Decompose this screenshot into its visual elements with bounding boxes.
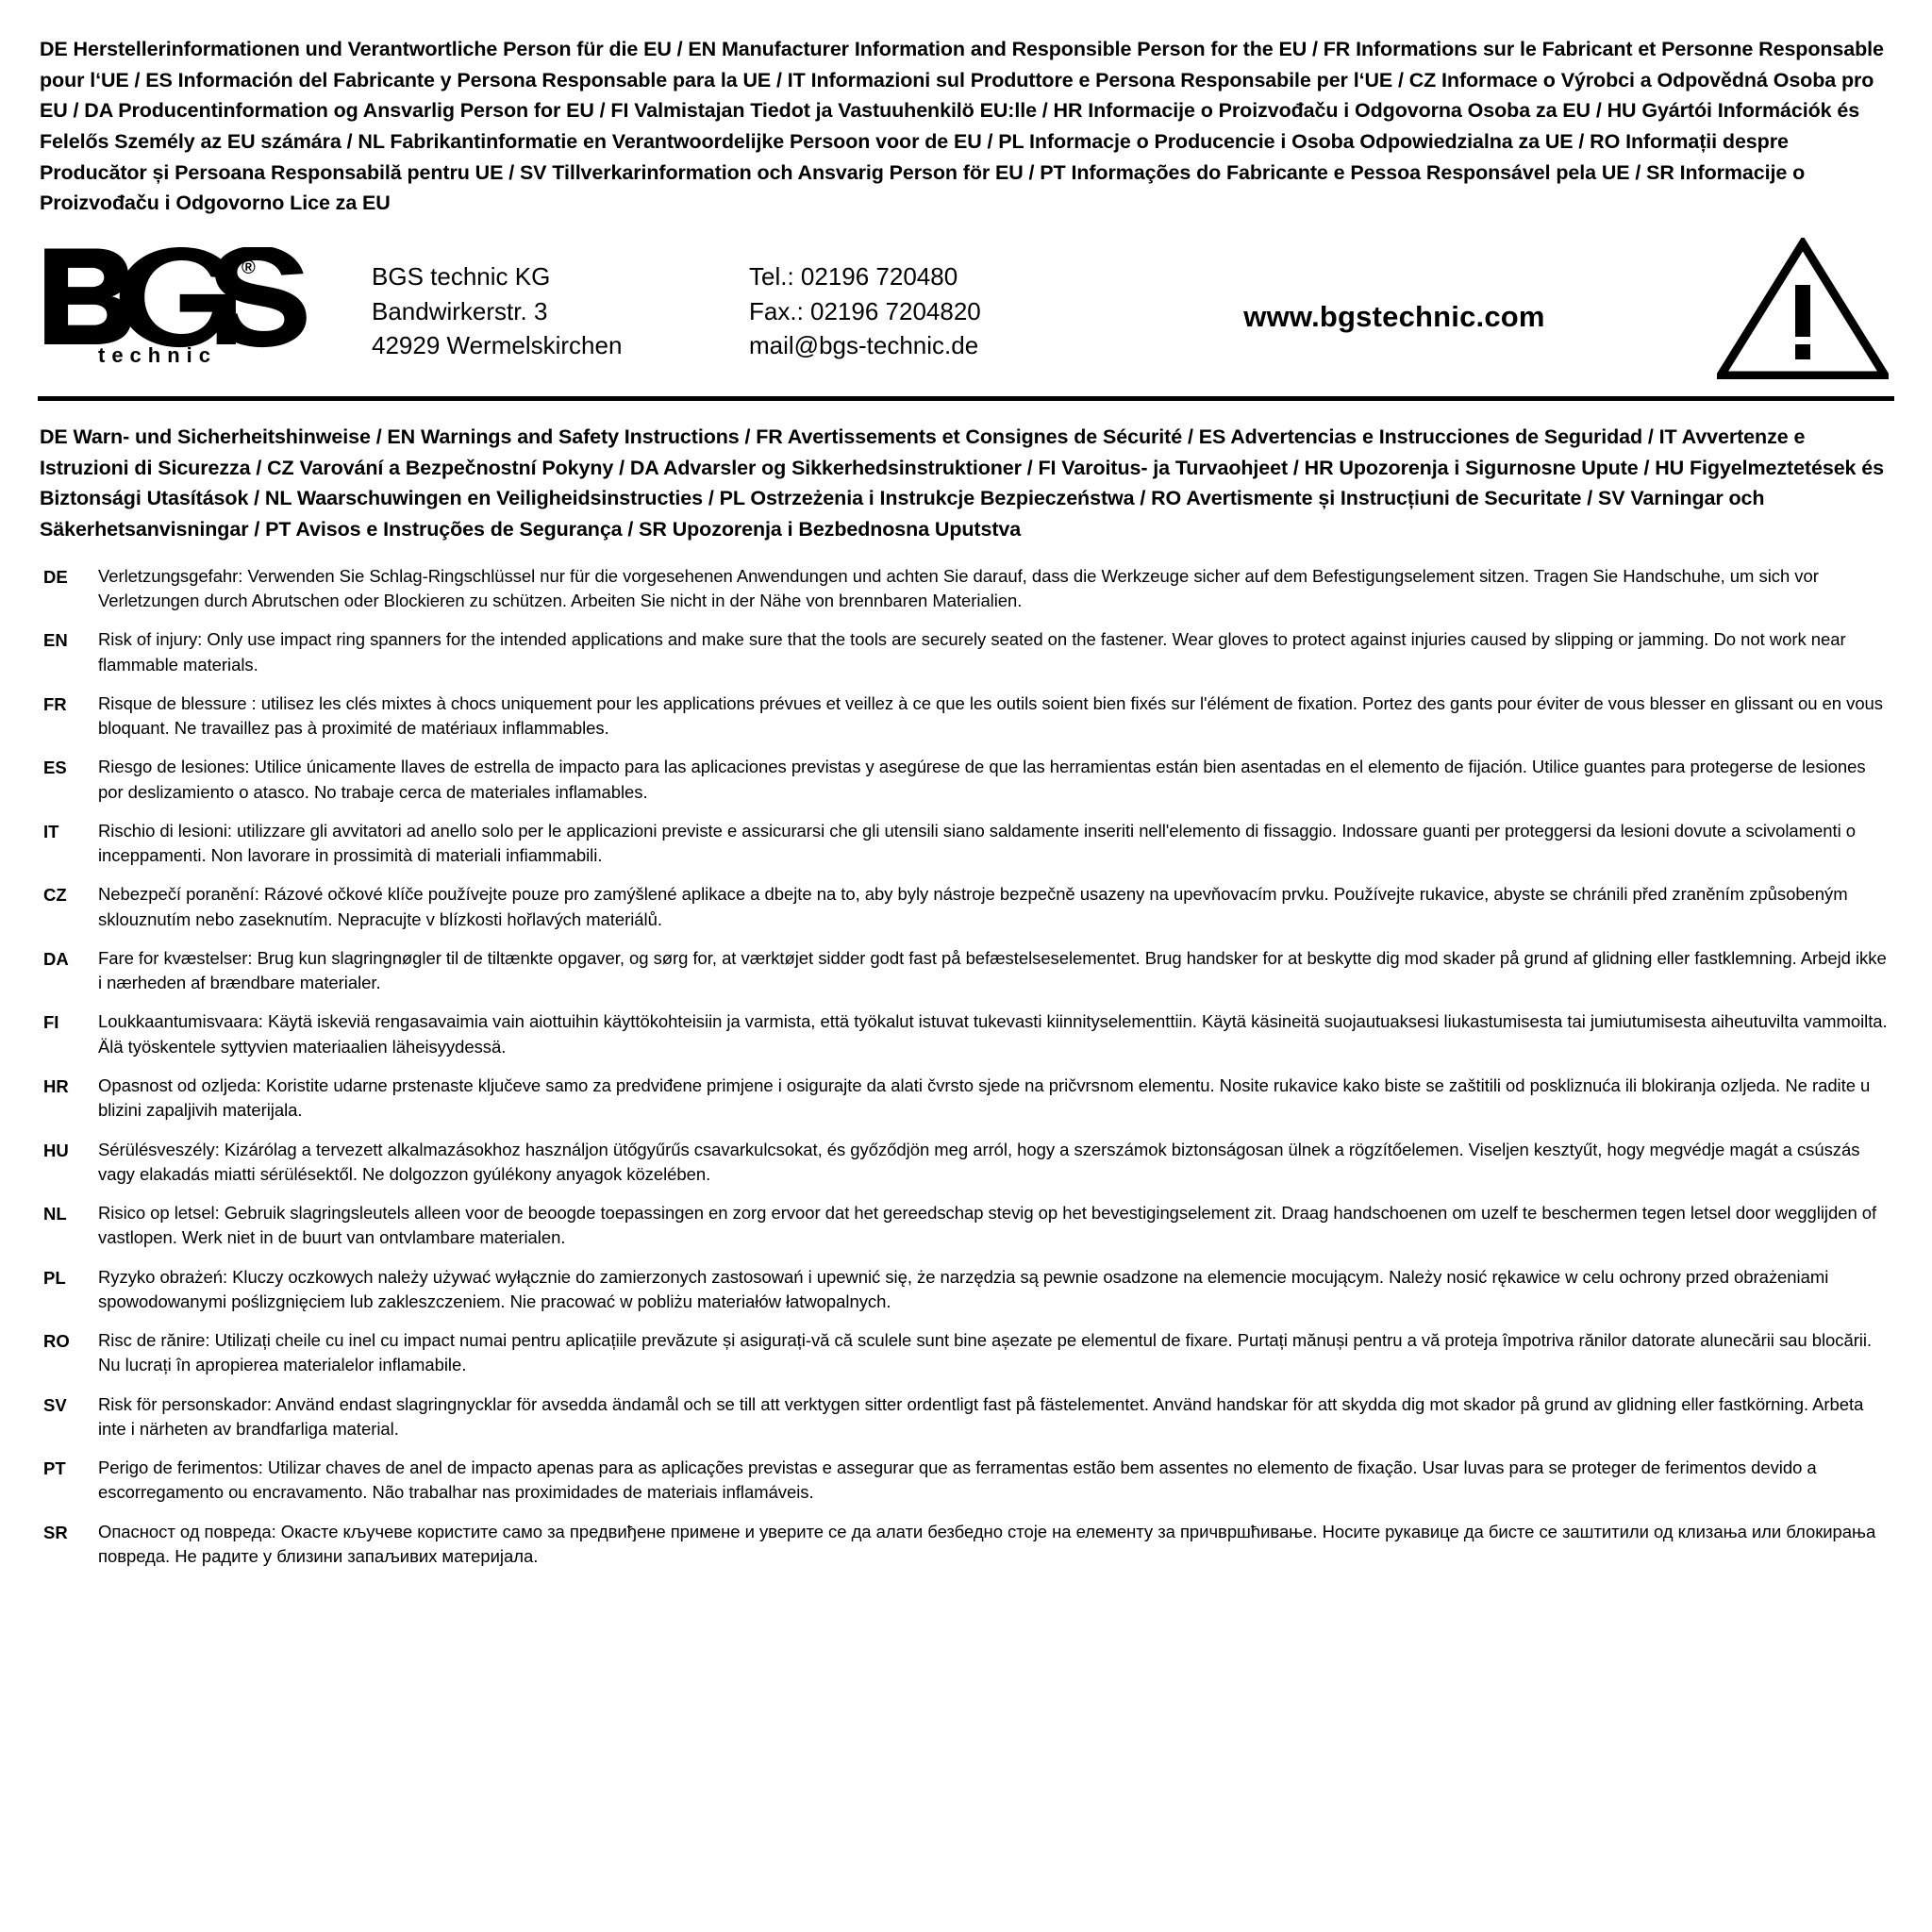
language-text: Fare for kvæstelser: Brug kun slagringnøgler til de tiltænkte opgaver, og sørg for, at værktøjet sidder godt fast på befæstelseselementet. Brug handsker for at beskytte dig mod skader på grund af glidning eller fastklemning. Arbejd ikke i nærheden af brændbare materialer. [98,947,1887,993]
list-item [43,1265,1892,1315]
language-text: Perigo de ferimentos: Utilizar chaves de anel de impacto apenas para as aplicações previstas e assegurar que as ferramentas estão bem assentes no elemento de fixação. Usar luvas para se proteger de ferimentos devido a escorregamento ou encravamento. Não trabalhar nas proximidades de materiais inflamáveis. [98,1457,1817,1503]
list-item [43,1328,1892,1378]
language-text: Risk för personskador: Använd endast slagringnycklar för avsedda ändamål och se till att verktygen sitter ordentligt fast på fästelementet. Använd handskar för att skydda dig mot skador på grund av glidning eller fastkörning. Arbeta inte i närheten av brandfarliga material. [98,1393,1864,1439]
language-code: RO [43,1331,70,1352]
list-item [43,1456,1892,1506]
language-code: DE [43,566,68,587]
language-code: PT [43,1458,66,1479]
language-code: HU [43,1140,69,1160]
warning-triangle [1700,238,1894,379]
language-text: Risico op letsel: Gebruik slagringsleutels alleen voor de beoogde toepassingen en zorg ervoor dat het gereedschap stevig op het bevestigingselement zit. Draag handschoenen om uzelf te beschermen tegen letsel door wegglijden of vastlopen. Werk niet in de buurt van ontvlambare materialen. [98,1203,1877,1248]
list-item [43,819,1892,869]
language-code: PL [43,1267,66,1288]
list-item [43,755,1892,805]
safety-section-title: DE Warn- und Sicherheitshinweise / EN Warnings and Safety Instructions / FR Avertissements et Consignes de Sécurité / ES Advertencias e Instrucciones de Seguridad / IT Avvertenze e Istruzioni di Sicurezza / CZ Varování a Bezpečnostní Pokyny / DA Advarsler og Sikkerhedsinstruktioner / FI Varoitus- ja Turvaohjeet / HR Upozorenja i Sigurnosne Upute / HU Figyelmeztetések és Biztonsági Utasítások / NL Waarschuwingen en Veiligheidsinstructies / PL Ostrzeżenia i Instrukcje Bezpieczeństwa / RO Avertismente și Instrucțiuni de Securitate / SV Varningar och Säkerhetsanvisningar / PT Avisos e Instruções de Segurança / SR Upozorenja i Bezbednosna Uputstva [40,425,1885,541]
language-text: Loukkaantumisvaara: Käytä iskeviä rengasavaimia vain aiottuihin käyttökohteisiin ja varmista, että työkalut istuvat tukevasti kiinnityselementtiin. Käytä käsineitä suojautuaksesi liukastumisesta tai jumiutumisesta aiheutuvilta vammoilta. Älä työskentele syttyvien materiaalien läheisyydessä. [98,1011,1888,1057]
company-website[interactable]: www.bgstechnic.com [1243,300,1545,334]
language-text: Verletzungsgefahr: Verwenden Sie Schlag-Ringschlüssel nur für die vorgesehenen Anwendungen und achten Sie darauf, dass die Werkzeuge sicher auf dem Befestigungselement sitzen. Tragen Sie Handschuhe, um sich vor Verletzungen durch Abrutschen oder Blockieren zu schützen. Arbeiten Sie nicht in der Nähe von brennbaren Materialien. [98,565,1819,610]
list-item [43,1520,1892,1570]
list-item [43,627,1892,677]
company-city: 42929 Wermelskirchen [372,331,623,360]
company-street: Bandwirkerstr. 3 [372,296,548,325]
company-address [353,254,749,364]
language-text: Risc de rănire: Utilizați cheile cu inel cu impact numai pentru aplicațiile prevăzute și asigurați-vă că sculele sunt bine așezate pe elementul de fixare. Purtați mănuși pentru a vă proteja împotriva rănilor datorate alunecării sau blocării. Nu lucrați în apropierea materialelor inflamabile. [98,1330,1873,1375]
svg-text:®: ® [242,258,256,279]
language-code: HR [43,1075,69,1096]
language-code: SR [43,1522,68,1542]
language-text: Risk of injury: Only use impact ring spanners for the intended applications and make sure that the tools are securely seated on the fastener. Wear gloves to protect against injuries caused by slipping or jamming. Do not work near flammable materials. [98,629,1846,675]
list-item [43,1138,1892,1188]
list-item [43,882,1892,932]
language-text: Riesgo de lesiones: Utilice únicamente llaves de estrella de impacto para las aplicaciones previstas y asegúrese de que las herramientas están bien asentadas en el elemento de fijación. Utilice guantes para protegerse de lesiones por deslizamiento o atasco. No trabaje cerca de materiales inflamables. [98,757,1866,802]
language-code: NL [43,1204,67,1224]
list-item [43,1392,1892,1442]
language-code: IT [43,821,59,841]
company-fax: Fax.: 02196 7204820 [749,296,981,325]
company-name: BGS technic KG [372,261,551,291]
language-code: ES [43,758,67,778]
list-item [43,1074,1892,1124]
svg-text:technic: technic [98,343,218,368]
language-text: Sérülésveszély: Kizárólag a tervezett alkalmazásokhoz használjon ütőgyűrűs csavarkulcsokat, és győződjön meg arról, hogy a szerszámok biztonságosan ülnek a rögzítőelemen. Viseljen kesztyűt, hogy megvédje magát a csúszás vagy elakadás miatti sérülésektől. Ne dolgozzon gyúlékony anyagok közelében. [98,1139,1860,1184]
language-text: Опасност од повреда: Окасте кључеве користите само за предвиђене примене и уверите се да алати безбедно стоје на елементу за причвршћивање. Носите рукавице да бисте се заштитили од клизања или блокирања повреда. Не радите у близини запаљивих материјала. [98,1521,1876,1566]
safety-entries-list [38,564,1894,1570]
language-text: Risque de blessure : utilisez les clés mixtes à chocs uniquement pour les applications prévues et veillez à ce que les outils soient bien fixés sur l'élément de fixation. Portez des gants pour éviter de vous blesser en glissant ou en vous bloquant. Ne travaillez pas à proximité de matériaux inflammables. [98,692,1883,739]
language-code: FR [43,693,67,714]
language-text: Opasnost od ozljeda: Koristite udarne prstenaste ključeve samo za predviđene primjene i osigurajte da alati čvrsto sjede na pričvrsnom elementu. Nosite rukavice kako biste se zaštitili od poskliznuća ili blokiranja ozljeda. Ne radite u blizini zapaljivih materijala. [98,1074,1871,1121]
company-email[interactable]: mail@bgs-technic.de [749,331,979,360]
list-item [43,691,1892,741]
language-code: CZ [43,885,67,906]
list-item [43,946,1892,996]
language-code: FI [43,1012,59,1033]
manufacturer-info-heading: DE Herstellerinformationen und Verantwortliche Person für die EU / EN Manufacturer Information and Responsible Person for the EU / FR Informations sur le Fabricant et Personne Responsable pour l‘UE / ES Información del Fabricante y Persona Responsable para la UE / IT Informazioni sul Produttore e Persona Responsabile per l‘UE / CZ Informace o Výrobci a Odpovědná Osoba pro EU / DA Producentinformation og Ansvarlig Person for EU / FI Valmistajan Tiedot ja Vastuuhenkilö EU:lle / HR Informacije o Proizvođaču i Odgovorna Osoba za EU / HU Gyártói Információk és Felelős Személy az EU számára / NL Fabrikantinformatie en Verantwoordelijke Persoon voor de EU / PL Informacje o Producencie i Osoba Odpowiedzialna za UE / RO Informații despre Producător și Persoana Responsabilă pentru UE / SV Tillverkarinformation och Ansvarig Person för EU / PT Informações do Fabricante e Pessoa Responsável pela UE / SR Informacije o Proizvođaču i Odgovorno Lice za EU [40,38,1884,215]
language-code: EN [43,630,68,651]
list-item [43,1009,1892,1059]
language-text: Rischio di lesioni: utilizzare gli avvitatori ad anello solo per le applicazioni previste e assicurarsi che gli utensili siano saldamente inseriti nell'elemento di fissaggio. Indossare guanti per proteggersi da lesioni dovute a scivolamenti o inceppamenti. Non lavorare in prossimità di materiali infiammabili. [98,820,1856,866]
bgs-logo [38,247,353,370]
company-contact [749,254,1089,364]
company-info-band [38,228,1894,401]
list-item [43,564,1892,614]
language-code: DA [43,948,69,969]
warning-triangle-icon [1717,238,1889,379]
list-item [43,1201,1892,1251]
bgs-logo-svg [42,247,343,370]
language-code: SV [43,1394,67,1415]
company-phone: Tel.: 02196 720480 [749,261,958,291]
language-text: Ryzyko obrażeń: Kluczy oczkowych należy używać wyłącznie do zamierzonych zastosowań i upewnić się, że narzędzia są pewnie osadzone na elemencie mocującym. Należy nosić rękawice w celu ochrony przed obrażeniami spowodowanymi poślizgnięciem lub zakleszczeniem. Nie pracować w pobliżu materiałów łatwopalnych. [98,1266,1829,1311]
language-text: Nebezpečí poranění: Rázové očkové klíče používejte pouze pro zamýšlené aplikace a dbejte na to, aby byly nástroje bezpečně usazeny na upevňovacím prvku. Používejte rukavice, abyste se chránili před zraněním způsobeným sklouznutím nebo zaseknutím. Nepracujte v blízkosti hořlavých materiálů. [98,884,1848,929]
